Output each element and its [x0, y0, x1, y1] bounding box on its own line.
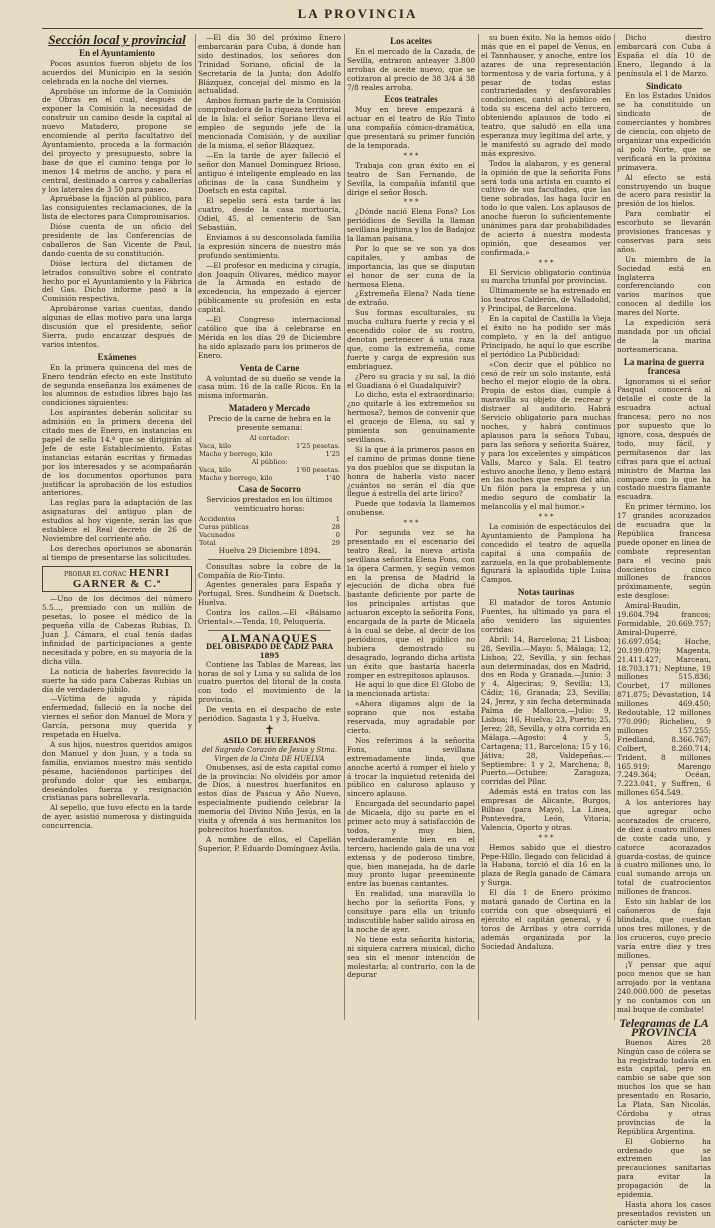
column-divider	[614, 34, 615, 1020]
paragraph: Las reglas para la adaptación de las asignaturas del antiguo plan de estudios al hoy vigente, serán las que establece el Real decreto de 26 de Noviembre del corriente año.	[42, 498, 192, 543]
paragraph: En realidad, una maravilla lo hecho por la señorita Fons, y consituye para ella un triunfo indiscutible haber salido airosa en la noche de ayer.	[347, 889, 475, 934]
notice: Agentes generales para España y Portugal, Sres. Sundheim & Doetsch. Huelva.	[198, 580, 341, 608]
socorro-date: Huelva 29 Diciembre 1894.	[218, 545, 321, 555]
paragraph: Trabaja con gran éxito en el teatro de San Fernando, de Sevilla, la compañía infantil que dirige el señor Bosch.	[347, 160, 475, 197]
paragraph: Hasta ahora los casos presentados revisten un carácter muy be	[617, 1200, 711, 1227]
paragraph: A sus hijos, nuestros queridos amigos don Manuel y don Juan, y a toda su familia, enviamos nuestro más sentido pésame, haciéndonos partícipes del profundo dolor que les embarga, deseándoles fuerza y resignación cristianas para sobrellevarla.	[42, 739, 192, 803]
table-row	[198, 515, 341, 523]
asilo-subtitle: del Sagrado Corazón de Jesús y Stma. Virgen de la Cinta DE HUELVA	[201, 745, 338, 763]
stars-separator: * * *	[403, 198, 419, 207]
paragraph: Por lo que se ve son ya dos capitales, y ambas de importancia, las que se disputan el honor de ser cuna de la hermosa Elena.	[347, 243, 475, 289]
heading-matadero: Matadero y Mercado	[228, 403, 311, 414]
paragraph: ¿Dónde nació Elena Fons? Los periódicos de Sevilla la llaman sevillana legítima y los de Badajoz la llaman paisana.	[347, 207, 475, 244]
asilo-title: ASILO DE HUERFANOS	[223, 735, 316, 745]
paragraph: El día 1 de Enero próximo matará ganado de Cortina en la corrida con que obsequiará el ejército el capitán general, y 6 toros de Arribas y otra corrida además organizada por la Sociedad Andaluza.	[481, 888, 611, 951]
paragraph: —En la tarde de ayer falleció el señor don Manuel Domínguez Brioso, antiguo é inteligente empleado en las oficinas de la casa Sundheim y Doetsch en esta capital.	[198, 150, 341, 196]
paragraph: Ambos forman parte de la Comisión comprobadora de la riqueza territorial de la Isla: el señor Soriano lleva el empleo de segundo jefe de la mencionada Comisión, y de auxiliar de la misma, el señor Blázquez.	[198, 96, 341, 150]
paragraph: «Con decir que el público no cesó de reír un solo instante, está hecho el mejor elogio de la obra. Propia de estos días, cumple á maravilla su objeto de recrear y distraer al auditorio. Habrá Servicio obligatorio para muchas noches, y habrá continuos aplausos para la señora Tubau, para las señora y señorita Suárez, y para los excelentes y simpáticos Valls, Marco y Sala. El teatro estuvo anoche lleno, y lleno estará en las noches que restan del año. Un filón para la empresa y un medio seguro de combatir la melancolía y el mal humor.»	[481, 359, 611, 512]
paragraph: Nos referimos á la señorita Fons, una sevillana extremadamente linda, que anoche acertó á romper el hielo y á trocar la inquietud retenida del público en caluroso aplauso y sincero aplauso.	[347, 735, 475, 799]
column-divider	[195, 34, 196, 1020]
price-value: 1'40	[325, 473, 340, 482]
heading-marina-guerra: La marina de guerra francesa	[623, 356, 705, 376]
ad-brand: HENRI GARNER & C.ª	[72, 566, 170, 590]
paragraph: Dióse lectura del dictamen de letrados consultivo sobre el contrato hecho por el Ayuntamiento y la Fábrica del Gas. Dicho informe pasó a la Comisión respectiva.	[42, 258, 192, 304]
paragraph: Sus formas esculturales, su mucha cultura fuerte y recia y el encendido color de su rostro, denotan pertenecer á una raza que, como la extremeña, come fuerte y carga de expresión sus embriaguez.	[347, 308, 475, 371]
paragraph: Todos la alabaron, y es general la opinión de que la señorita Fons será toda una artista en cuanto el cultivo de sus facultades, que las tiene sobradas, las haga lucir en todo lo que valen. Los aplausos de anoche fueron lo suficientemente unánimes para dar probabilidades de acierto á nuestra modesta opinión, que deseamos ver confirmada.»	[481, 158, 611, 257]
notice: Contra los callos.—El «Bálsamo Oriental».—Tenda, 10, Peluquería.	[198, 608, 341, 627]
paragraph: De venta en el despacho de este periódico. Sagasta 1 y 3, Huelva.	[198, 705, 341, 724]
paragraph: A nombre de ellos, el Capellán Superior, P. Eduardo Domínguez Ávila.	[198, 834, 341, 853]
telegramas-title: Telegramas de LA PROVINCIA	[619, 1015, 709, 1039]
paragraph: Apruébase la fijación al público, para las consiguientes reclamaciones, de la lista de electores para Compromisarios.	[42, 194, 192, 222]
paragraph: Esto sin hablar de los cañoneros de faja blindada, que cuestan unos tres millones, y de los cruceros, cuyo precio varía entre diez y tres millones.	[617, 897, 711, 960]
stars-separator: * * *	[403, 519, 419, 528]
column-divider	[478, 34, 479, 1020]
paragraph: Abril: 14, Barcelona; 21 Lisboa; 28, Sevilla.—Mayo: 5, Málaga; 12, Lisboa; 22, Sevilla, y sin fechas aun determinadas, dos en Madrid, dos en Roda y Granada.—Junio: 3 y 4, Algeciras; 9, Sevilla; 13, Cádiz; 16, Granada; 23, Sevilla; 24, Jerez, y sin fecha determinada Palma de Mallorca.—Julio: 9, Lisboa; 16, Huelva; 23, Puerto; 25, Jerez; 28, Sevilla, y otra corrida en Málaga.—Agosto: 4 y 5, Cartagena; 11, Barcelona; 15 y 16, Játiva; 28, Valdepeñas.—Septiembre: 1 y 2, Marchena; 8, Puerto.—Octubre: Zaragoza, corridas del Pilar.	[481, 634, 611, 787]
paragraph: El matador de toros Antonio Fuentes, ha ultimado ya para el año venidero las siguientes corridas:	[481, 598, 611, 634]
section-title: Sección local y provincial	[48, 32, 186, 47]
stars-separator: * * *	[538, 833, 554, 842]
paragraph: El sepelio será esta tarde á las cuatro, desde la casa mortuoria, Odiel, 45, al cementerio de San Sebastián.	[198, 196, 341, 233]
paragraph: ¿Pero su gracia y su sal, la dió el Guadiana ó el Guadalquivir?	[347, 371, 475, 390]
stars-separator: * * *	[403, 151, 419, 160]
paragraph: En la primera quincena del mes de Enero tendrán efecto en este Instituto de segunda enseñanza los exámenes de los alumnos de estudios libres bajo las condiciones siguientes:	[42, 362, 192, 408]
price-group-label: Al público:	[251, 457, 288, 466]
paragraph: He aquí lo que dice El Globo de la mencionada artista:	[347, 680, 475, 699]
price-table	[198, 434, 341, 482]
matadero-intro: Precio de la carne de hebra en la presente semana:	[208, 414, 331, 433]
column-3	[347, 34, 475, 1020]
socorro-item: Total	[199, 538, 216, 547]
paragraph: Si la que á la primeros pasos en el camino de primas donne tiene ya dos pueblos que se disputan la honra de haberla visto nacer ¿cuántos no serán el día que llegue á estrella del arte lírico?	[347, 444, 475, 499]
paragraph: Para combatir el escorbuto se llevarán provisiones francesas y conservas para seis años.	[617, 209, 711, 254]
paragraph: —El día 30 del próximo Enero embarcarán para Cuba, á donde han sido destinados, los señores don Trinidad Soriano, oficial de la Secretaría de la Junta; don Adolfo Blázquez, concejal del mismo en la actualidad.	[198, 33, 341, 96]
masthead	[0, 6, 715, 26]
paragraph: Al sepelio, que tuvo efecto en la tarde de ayer, asistió numerosa y distinguida concurrencia.	[42, 803, 192, 831]
paragraph: Aprobáronse varias cuentas, dando algunas de ellas motivo para una larga discusión que el presidente, señor Sierra, pudo encauzar después de varios intentos.	[42, 304, 192, 349]
paragraph: Los derechos oportunos se abonarán al tiempo de presentarse las solicitudes.	[42, 543, 192, 562]
paragraph: En el mercado de la Cazada, de Sevilla, entraron anteayer 3.800 arrobas de aceite nuevo, que se cotizaron al precio de 38 3/4 á 38 7/8 reales arroba.	[347, 46, 475, 92]
paragraph: Pocos asuntos fueron objeto de los acuerdos del Municipio en la sesión celebrada en la noche del viernes.	[42, 58, 192, 86]
paragraph: Un miembro de la Sociedad está en Inglaterra conferenciando con varios marinos que conocen al dedillo los mares del Norte.	[617, 254, 711, 318]
paragraph: En los Estados Unidos se ha constituido un sindicato de comerciantes y hombres de ciencia, con objeto de organizar una expedición al polo Norte, que se verificará en la próxima primavera.	[617, 91, 711, 172]
almanaque-subtitle: DEL OBISPADO DE CADIZ PARA 1895	[205, 641, 334, 660]
heading-sindicato: Sindicato	[645, 80, 682, 91]
table-row	[198, 466, 341, 474]
paragraph: La expedición será mandada por un oficial de la marina norteamericana.	[617, 318, 711, 354]
paragraph: Dicho diestro embarcará con Cuba á España el día 10 de Enero, llegando á la península el 1 de Marzo.	[617, 33, 711, 78]
price-item: Vaca, kilo	[199, 465, 232, 474]
cross-icon: ✝	[264, 723, 275, 737]
paragraph: A los anteriores hay que agregar ocho acorazados de crucero, de diez á cuatro millones de coste cada uno, y catorce acorazados guarda-costas, de quince á cuatro millones uno, lo cual sumando arroja un total de cuatrocientos millones de francos.	[617, 798, 711, 897]
table-row	[198, 450, 341, 458]
paragraph: Muy en breve empezará á actuar en el teatro de Río Tinto una compañía cómico-dramática, que presentará su primer función de la temporada.	[347, 105, 475, 150]
table-row	[198, 523, 341, 531]
paragraph: Amiral-Baudin, 19.604.794 francos; Formidable, 20.669.757; Amiral-Duperré, 16.697.054; Hoche, 20.199.079; Magenta, 21.411.427; Marceau, 18.703.171; Neptune, 19 millones 515.836; Courbet, 17 millones 871.875; Dévastation, 14 millones 469.450; Redoutable, 12 millones 770.090; Richelieu, 9 millones 157.255; Friedland, 8.366.767; Colbert, 8.260.714; Trident, 8 millones 165.919; Marengo 7.249.364; Océan, 7.223.041, y Suffren, 6 millones 654.549.	[617, 601, 711, 798]
socorro-item: Curas públicas	[199, 522, 249, 531]
paragraph: Buenos Aires 28 Ningún caso de cólera se ha registrado todavía en esta capital, pero en cambio se sabe que son muchos los que se han presentado en Rosario, La Plata, San Nicolás, Córdoba y otras provincias de la República Argentina.	[617, 1037, 711, 1136]
paragraph: En primer término, los 17 grandes acorazados de escuadra que la República francesa puede oponer en línea de combate representan para el vecino país doscientos cinco millones de francos próximamente, según este desglose:	[617, 502, 711, 601]
price-item: Macho y borrego, kilo	[199, 473, 273, 482]
price-group-label: Al cortador:	[249, 433, 290, 442]
paragraph: Por segunda vez se ha presentado en el escenario del teatro Real, la nueva artista sevillana señorita Elena Fons, con la ópera Carmen, y según vemos en la prensa de Madrid la ejecución de dicha obra fué bastante deficiente por parte de los principales artistas que actuaron excepto la señorita Fons, encargada de la parte de Micaela á la cual se debe, al decir de los periódicos, que el público no hubiera demostrado su desagrado, logrando dicha artista un éxito que bastaría hacerla romper en estrepitosos aplausos.	[347, 528, 475, 680]
socorro-item: Accidentes	[199, 514, 236, 523]
socorro-value: 1	[335, 514, 340, 523]
paragraph: ¿Extremeña Elena? Nada tiene de extraño.	[347, 289, 475, 308]
paragraph: A voluntad de su dueño se vende la casa núm. 16 de la calle Ricos. En la misma informarán.	[198, 373, 341, 401]
paragraph: Puede que todavía la llamemos onubense.	[347, 499, 475, 518]
price-item: Macho y borrego, kilo	[199, 449, 273, 458]
heading-ecos-teatrales: Ecos teatrales	[384, 94, 438, 105]
paragraph: Aprobóse un informe de la Comisión de Obras en el cual, después de exponer la Comisión la necesidad de construir un camino desde la capital al nuevo Matadero, propone se encomiende al perito facultativo del Ayuntamiento, proceda a la formación del proyecto y presupuesto, sobre la base de que el camino tenga por lo menos 14 metros de ancho, y para el central, destinado a carros y caballerías y los laterales de 3 50 para paseo.	[42, 86, 192, 194]
paragraph: Hemos sabido que el diestro Pepe-Hillo, llegado con felicidad á la Habana, torció el día 16 en la plaza de Regla ganado de Cámara y Surga.	[481, 842, 611, 888]
paragraph: Lo dicho, esta el extraordinario: ¿no quitarle á los extremeños su hermosa?, hemos de convenir que el gracejo de Elena, su sal y pimienta son genuinamente sevillanos.	[347, 390, 475, 444]
column-1	[42, 34, 192, 1020]
socorro-value: 0	[335, 530, 340, 539]
paragraph: Dióse cuenta de un oficio del presidente de las Conferencias de caballeros de San Vicente de Paul, dando cuenta de su constitución.	[42, 222, 192, 258]
paragraph: Contiene las Tablas de Mareas, las horas de sol y Luna y su salida de los cuatro puertos del litoral de la costa con todo el movimiento de la provincia.	[198, 659, 341, 705]
socorro-intro: Servicios prestados en los últimos veinticuatro horas:	[206, 494, 333, 513]
table-row	[198, 474, 341, 482]
stars-separator: * * *	[538, 258, 554, 267]
table-row	[198, 531, 341, 539]
paragraph: La noticia de haberles favorecido la suerte ha sido para Cabezas Rubias un día de verdadero júbilo.	[42, 666, 192, 694]
price-value: 1'25 pesetas.	[296, 441, 340, 450]
advertisement-cognac	[42, 566, 192, 593]
heading-ayuntamiento: En el Ayuntamiento	[79, 47, 155, 58]
almanaque-title: ALMANAQUES	[221, 630, 318, 645]
ad-tagline: PROBAR EL COÑAC	[64, 570, 127, 578]
paragraph: ¡Y pensar que aquí poco menos que se han arrojado por la ventana 240.000.000 de pesetas y no contamos con un mal buque de combate!	[617, 960, 711, 1014]
paragraph: La comisión de espectáculos del Ayuntamiento de Pamplona ha concedido el teatro de aquella capital á una compañía de zarzuela, en la que probablemente figurará la aplaudida tiple Luisa Campos.	[481, 521, 611, 585]
paragraph: Encargada del secundario papel de Micaela, dijo su parte en el primer acto muy á satisfacción de todos, y muy bien, verdaderamente bien en el tercero, haciendo gala de una voz extensa y de poderoso timbre, que, bien manejada, ha de darle muy pronto lugar preeminente entre las buenas cantantes.	[347, 799, 475, 889]
paragraph: El Gobierno ha ordenado que se extremen las precauciones sanitarias para evitar la propagación de la epidemia.	[617, 1136, 711, 1200]
masthead-rule	[42, 28, 703, 29]
paragraph: Últimamente se ha estrenado en los teatros Calderón, de Valladolid, y Principal, de Barcelona.	[481, 286, 611, 314]
paragraph: Enviamos á su desconsolada familia la expresión sincera de nuestro más profundo sentimiento.	[198, 232, 341, 260]
heading-notas-taurinas: Notas taurinas	[517, 587, 575, 598]
paragraph: En la capital de Castilla la Vieja el éxito no ha podido ser más completo, y en la del antiguo Principado, he aquí lo que escribe el periódico La Publicidad:	[481, 314, 611, 359]
paragraph: —Víctima de aguda y rápida enfermedad, falleció en la noche del viernes el señor don Manuel de Mora y García, persona muy querida y respetada en Huelva.	[42, 694, 192, 740]
price-value: 1'60 pesetas.	[296, 465, 340, 474]
column-4	[481, 34, 611, 1020]
paragraph: —El profesor en medicina y cirugía, don Joaquín Olivares, médico mayor de la Armada en estado de excedencia, ha empezado á ejercer públicamente su profesión en esta capital.	[198, 260, 341, 315]
stars-separator: * * *	[538, 513, 554, 522]
paragraph: —El Congreso internacional católico que iba á celebrarse en Mérida en los días 29 de Diciembre ha sido aplazado para los primeros de Enero.	[198, 315, 341, 360]
notice: Consultas sobre la cobre de la Compañía de Río-Tinto.	[198, 561, 341, 580]
paragraph: El Servicio obligatorio continúa su marcha triunfal por provincias.	[481, 267, 611, 286]
price-value: 1'25	[325, 449, 340, 458]
price-item: Vaca, kilo	[199, 441, 232, 450]
paragraph: Al efecto se está construyendo un buque de acero para resistir la presión de los hielos.	[617, 172, 711, 209]
paragraph: No tiene esta señorita historia, ni siquiera carrera musical, dicho sea sin el menor intención de molestarla; al contrario, con la de depurar	[347, 934, 475, 980]
heading-venta-carne: Venta de Carne	[239, 362, 300, 373]
separator	[208, 559, 331, 560]
paragraph: «Ahora digamos algo de la soprano que nos estaba reservada, muy agradable por cierto.	[347, 699, 475, 735]
socorro-table	[198, 515, 341, 547]
socorro-value: 29	[331, 538, 340, 547]
newspaper-title: LA PROVINCIA	[297, 6, 418, 21]
paragraph: Onubenses, así de esta capital como de la provincia: No olvidéis por amor de Dios, á nuestros huerfanitos en estos días de Pascua y Año Nuevo, especialmente pudiendo celebrar la memoria del Divino Niño Jesús, en la visita y ofrenda á sus hermanitos los pobrecitos huerfanitos.	[198, 762, 341, 834]
paragraph: Además está en tratos con las empresas de Alicante, Burgos, Bilbao (para Mayo), La Línea, Pontevedra, León, Vitoria, Valencia, Oporto y otras.	[481, 787, 611, 832]
paragraph: su buen éxito. No la hemos oído más que en el papel de Venus, en el Tannhauser, y anoche, entre los azares de una representación tormentosa y de varia fortuna, y á pesar de todas estas contrariedades y desfavorables condiciones, cantó al público en toda su escena del acto tercero, obteniendo aplausos de todo el teatro, que saludó en ella una esperanza muy legítima del arte, y le manifestó su agrado del modo más expresivo.	[481, 33, 611, 158]
paragraph: Los aspirantes deberán solicitar su admisión en la primera decena del citado mes de Enero, en instancias en papel de sello 14.ª que se dirigirán al Jefe de este Establecimiento. Estas instancias estarán escritas y firmadas por los interesados y se acompañarán de los documentos oportunos para justificar la aprobación de los estudios anteriores.	[42, 408, 192, 498]
socorro-item: Vacunados	[199, 530, 235, 539]
paragraph: Ignoramos si el señor Pasqual conocerá al detalle el coste de la escuadra actual francesa; pero no nos por supuesto que lo ignore, cosa, después de todo, muy fácil, y permítasenos dar las cifras para que el actual ministro de Marina las compare con lo que ha costado nuestra flamante escuadra.	[617, 376, 711, 502]
paragraph: —Uno de los décimos del número 5.5..., premiado con un millón de pesetas, lo posee el médico de la pequeña villa de Cabezas Rubias, D. Juan J. Cámara, el cual tenía dadas infinidad de participaciones a gente necesitada y pobre, en su mayoría de la dicha villa.	[42, 594, 192, 666]
column-divider	[344, 34, 345, 1020]
heading-casa-socorro: Casa de Socorro	[238, 483, 301, 494]
table-row	[198, 442, 341, 450]
heading-examenes: Exámenes	[97, 351, 137, 362]
column-2	[198, 34, 341, 1020]
socorro-value: 28	[331, 522, 340, 531]
column-5	[617, 33, 711, 1227]
heading-aceites: Los aceites	[390, 36, 432, 46]
